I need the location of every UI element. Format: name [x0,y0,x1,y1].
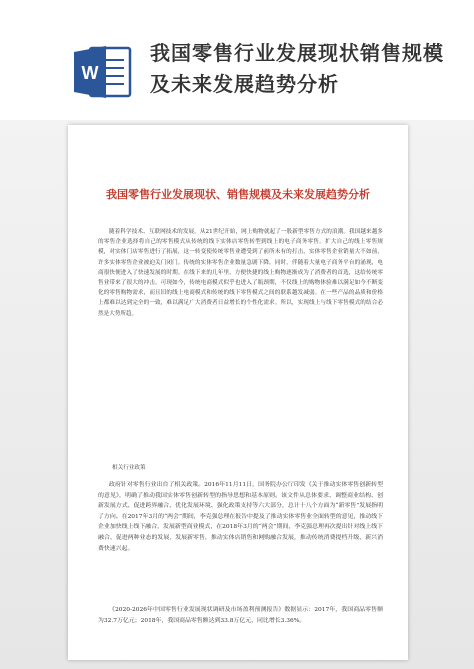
document-title: 我国零售行业发展现状、销售规模及未来发展趋势分析 [106,188,370,201]
section-heading: 相关行业政策 [112,465,146,471]
word-document-icon [72,42,134,102]
svg-text:W: W [81,63,99,83]
document-page[interactable] [68,125,408,660]
paragraph-sales-data: 《2020-2026年中国零售行业发展现状调研及市场盈利预测报告》数据显示：2017年，我国商品零售额为32.7万亿元；2018年，我国商品零售额达到33.8万亿元，同比增长3.36%。 [98,607,383,624]
paragraph-intro: 随着科学技术、互联网技术的发展，从21世纪开始，网上购物就起了一股新型零售方式的浪潮。我国越来越多的零售企业选择将自己的零售模式从传统的线下实体店零售转型到线上的电子商务零售。扩大自己的线上零售规模，对实体门店零售进行了拓展，这一转变使传统零售业遭受到了前所未有的打击，实体零售企业销量大不如前，许多实体零售企业被迫关门闭门。传统的实体零售企业数量急剧下降，同时，伴随着大量电子商务平台的涌现，电商很快便进入了快速发展的时期。在线下来的几年里，方便快捷的线上购物逐渐成为了消费者的首选，这给传统零售业带来了很大的冲击。可现如今，传统电商模式似乎也进入了瓶颈期，不仅线上的购物体验难以满足如今不断变化的零售购物需求，而且旧的线上电商模式和传统的线下零售模式之间的联系越发减弱。在一些产品的品质和价格上都难以达到完全的一致，难以满足广大消费者日益增长的个性化需求。所以，实现线上与线下零售模式的结合必然是大势所趋。 [98,229,383,317]
header [0,0,474,120]
paragraph-policy: 政府针对零售行业出台了相关政策。2016年11月11日，国务院办公厅印发《关于推动实体零售创新转型的意见》，明确了推动我国实体零售创新转型的指导思想和基本原则。该文件从总体要求、调整商业结构、创新发展方式、促进跨界融合、优化发展环境、强化政策支持等六大部分，总计十八个方面为“新零售”发展指明了方向。在2017年3月的“两会”期间，李克强总理在报告中提及了推动实体零售业全面转型的意见，推动线下企业加快线上线下融合，发展新型商业模式，在2018年3月的“两会”期间，李克强总理再次提出针对线上线下融合、促进两种业态的发展，发展新零售，推动实体店销售和网购融合发展，推动传统消费提档升级、新兴消费快速兴起。 [98,482,383,552]
page-title: 我国零售行业发展现状销售规模及未来发展趋势分析 [150,41,444,96]
